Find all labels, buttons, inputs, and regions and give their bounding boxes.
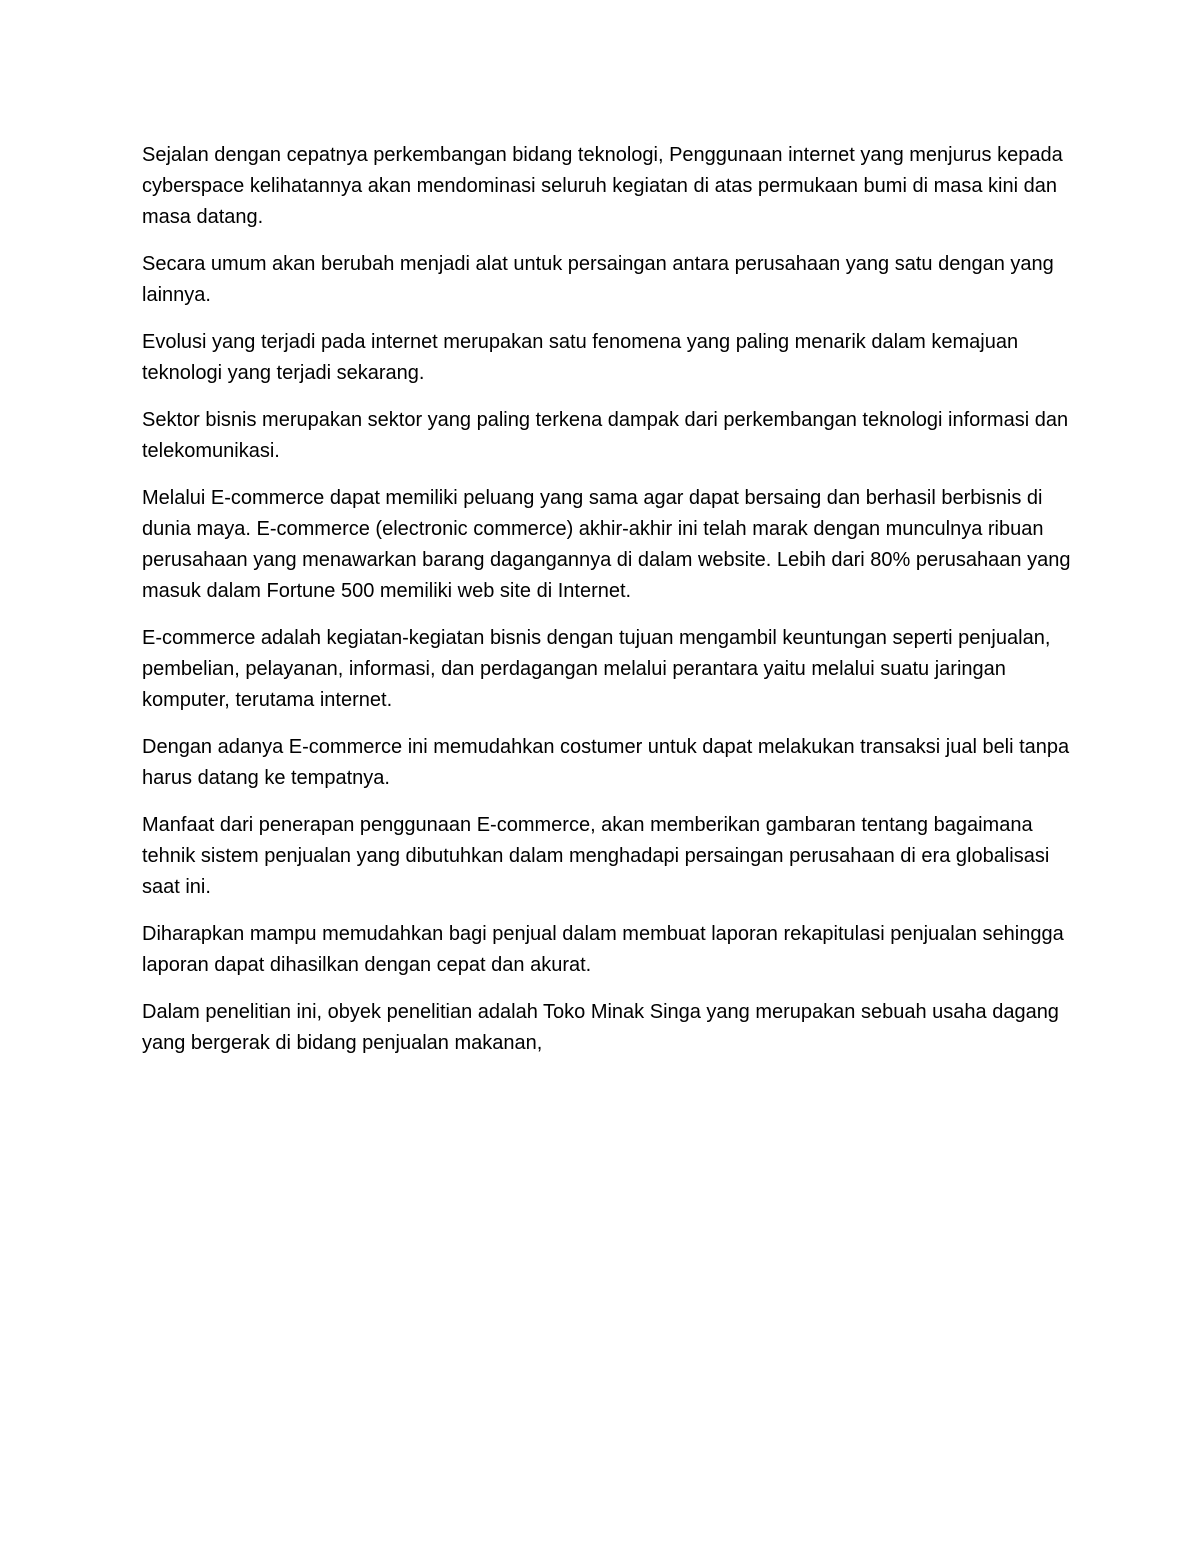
document-body (142, 140, 1082, 1075)
paragraph-10: Dalam penelitian ini, obyek penelitian adalah Toko Minak Singa yang merupakan sebuah usaha dagang yang bergerak di bidang penjualan makanan, (142, 1001, 1059, 1054)
paragraph-1: Sejalan dengan cepatnya perkembangan bidang teknologi, Penggunaan internet yang menjurus kepada cyberspace kelihatannya akan mendominasi seluruh kegiatan di atas permukaan bumi di masa kini dan masa datang. (142, 144, 1063, 228)
paragraph-4: Sektor bisnis merupakan sektor yang paling terkena dampak dari perkembangan teknologi informasi dan telekomunikasi. (142, 409, 1069, 462)
paragraph-9: Diharapkan mampu memudahkan bagi penjual dalam membuat laporan rekapitulasi penjualan sehingga laporan dapat dihasilkan dengan cepat dan akurat. (142, 923, 1064, 976)
paragraph-6: E-commerce adalah kegiatan-kegiatan bisnis dengan tujuan mengambil keuntungan seperti penjualan, pembelian, pelayanan, informasi, dan perdagangan melalui perantara yaitu melalui suatu jaringan komputer, terutama internet. (142, 627, 1051, 711)
paragraph-3: Evolusi yang terjadi pada internet merupakan satu fenomena yang paling menarik dalam kemajuan teknologi yang terjadi sekarang. (142, 331, 1019, 384)
paragraph-7: Dengan adanya E-commerce ini memudahkan costumer untuk dapat melakukan transaksi jual beli tanpa harus datang ke tempatnya. (142, 736, 1070, 789)
paragraph-2: Secara umum akan berubah menjadi alat untuk persaingan antara perusahaan yang satu dengan yang lainnya. (142, 253, 1054, 306)
paragraph-5: Melalui E-commerce dapat memiliki peluang yang sama agar dapat bersaing dan berhasil berbisnis di dunia maya. E-commerce (electronic commerce) akhir-akhir ini telah marak dengan munculnya ribuan perusahaan yang menawarkan barang dagangannya di dalam website. Lebih dari 80% perusahaan yang masuk dalam Fortune 500 memiliki web site di Internet. (142, 487, 1071, 602)
paragraph-8: Manfaat dari penerapan penggunaan E-commerce, akan memberikan gambaran tentang bagaimana tehnik sistem penjualan yang dibutuhkan dalam menghadapi persaingan perusahaan di era globalisasi saat ini. (142, 814, 1050, 898)
